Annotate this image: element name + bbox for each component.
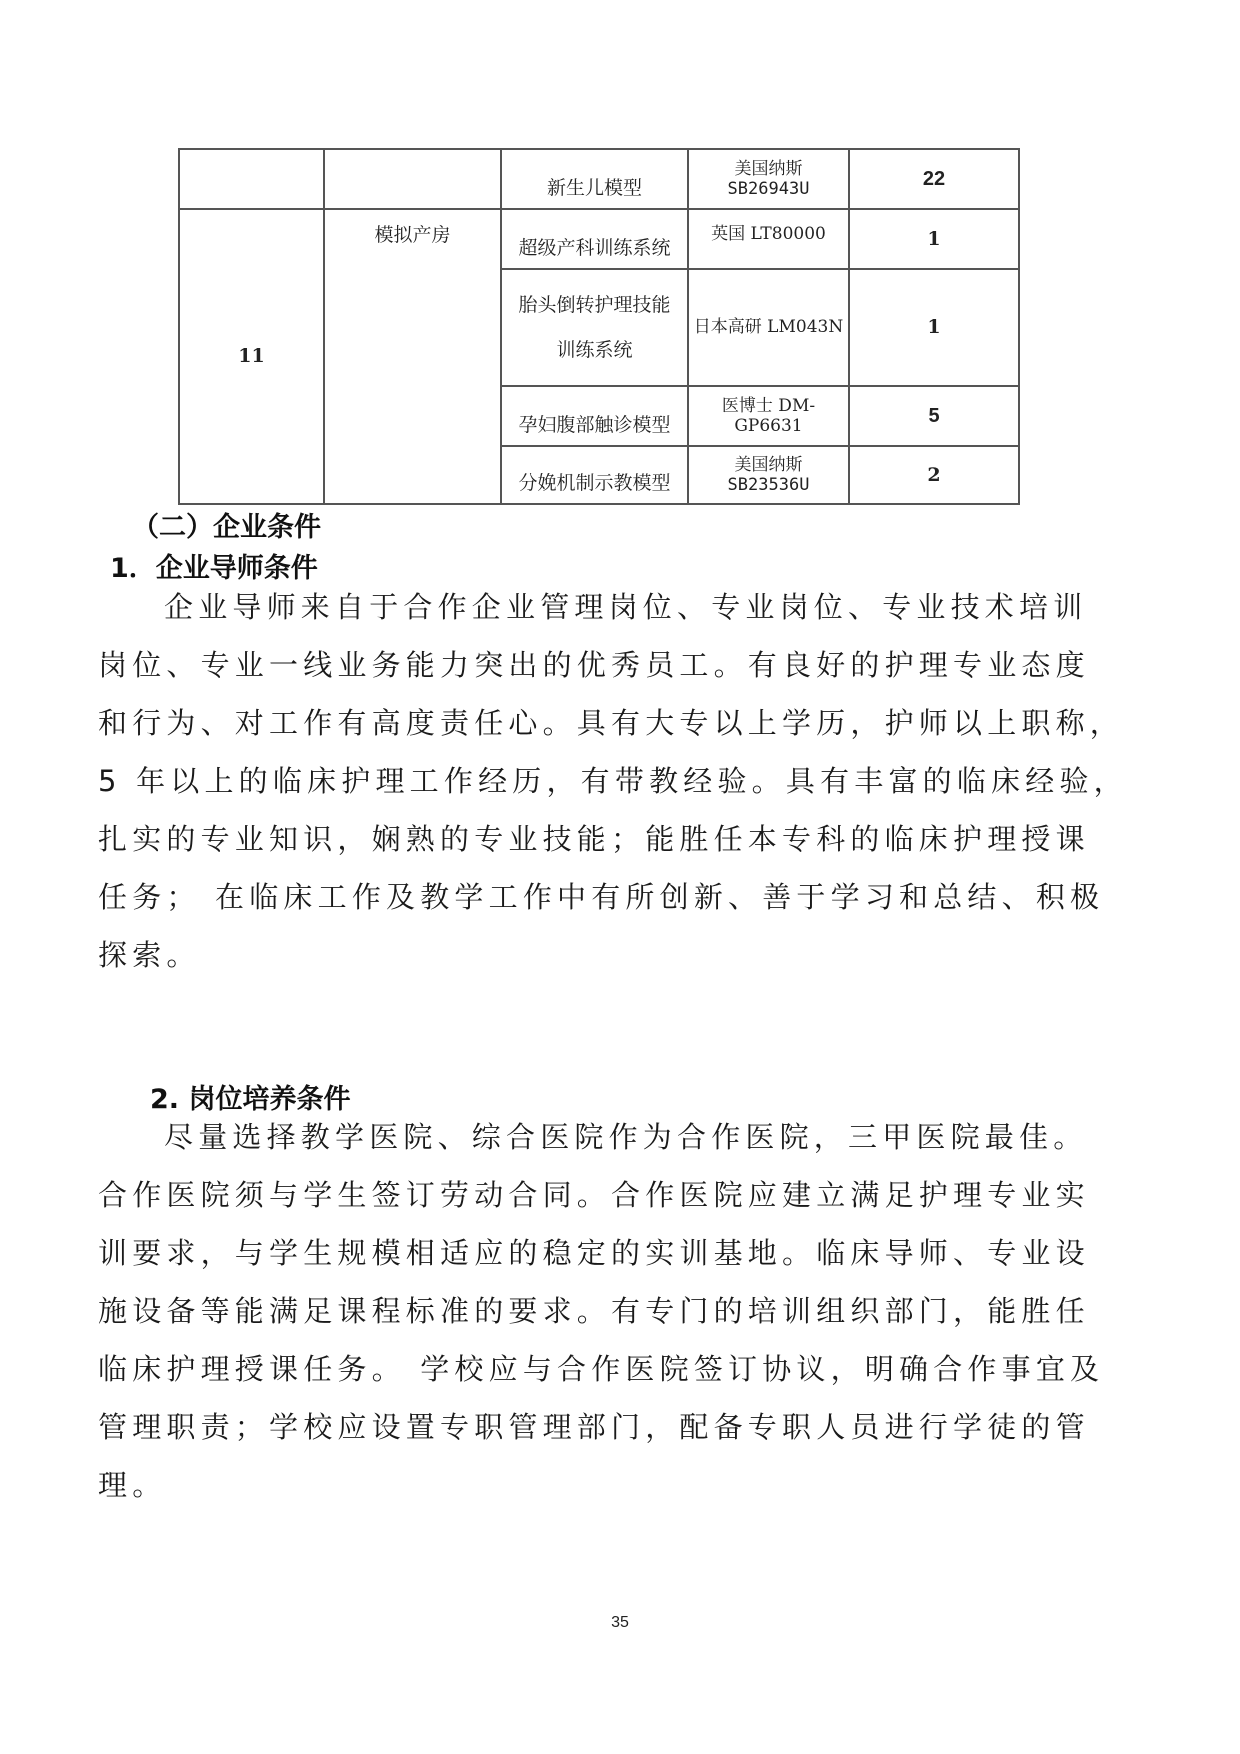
device-name: 超级产科训练系统 [518,237,671,260]
equipment-table [178,148,1020,505]
mentor-paragraph [98,578,1128,984]
brand-line: 日本高研 LM043N [693,317,844,338]
cell-no [179,149,324,209]
cell-qty: 1 [849,269,1019,386]
paragraph-line: 和行为、对工作有高度责任心。具有大专以上学历，护师以上职称， [98,706,1125,740]
subsection-heading-mentor: 1．企业导师条件 [110,553,318,584]
cell-device [501,209,688,269]
subsection-heading-training: 2. 岗位培养条件 [150,1084,351,1115]
cell-brand [688,209,849,269]
cell-brand [688,446,849,504]
device-name: 孕妇腹部触诊模型 [518,414,671,437]
device-name: 新生儿模型 [546,177,642,200]
brand-line: 美国纳斯 [734,158,803,179]
cell-qty: 2 [849,446,1019,504]
brand-line: 英国 LT80000 [711,224,826,244]
paragraph-line: 企业导师来自于合作企业管理岗位、专业岗位、专业技术培训 [164,590,1088,624]
brand-line: 美国纳斯 [734,454,803,475]
section-heading: （二）企业条件 [132,512,321,543]
paragraph-line: 尽量选择教学医院、综合医院作为合作医院，三甲医院最佳。 [164,1120,1088,1154]
cell-room [324,149,501,209]
cell-qty: 22 [849,149,1019,209]
cell-device [501,149,688,209]
paragraph-line: 合作医院须与学生签订劳动合同。合作医院应建立满足护理专业实 [98,1178,1090,1212]
cell-room: 模拟产房 [324,209,501,504]
cell-brand [688,269,849,386]
cell-no: 11 [179,209,324,504]
cell-brand [688,386,849,446]
paragraph-line: 训要求，与学生规模相适应的稳定的实训基地。临床导师、专业设 [98,1236,1090,1270]
cell-qty: 5 [849,386,1019,446]
brand-line: 医博士 DM-GP6631 [721,395,816,436]
paragraph-line: 5 年以上的临床护理工作经历，有带教经验。具有丰富的临床经验， [98,764,1128,798]
table-row [179,209,1019,269]
paragraph-line: 探索。 [98,938,201,972]
paragraph-line: 施设备等能满足课程标准的要求。有专门的培训组织部门，能胜任 [98,1294,1090,1328]
paragraph-line: 理。 [98,1468,167,1502]
model-code: SB26943U [727,179,810,199]
paragraph-line: 任务； 在临床工作及教学工作中有所创新、善于学习和总结、积极 [98,880,1105,914]
device-name-cont: 训练系统 [556,338,633,361]
device-name: 分娩机制示教模型 [518,472,671,495]
paragraph-line: 管理职责；学校应设置专职管理部门，配备专职人员进行学徒的管 [98,1410,1090,1444]
cell-device [501,386,688,446]
cell-device [501,446,688,504]
cell-device [501,269,688,386]
paragraph-line: 临床护理授课任务。 学校应与合作医院签订协议，明确合作事宜及 [98,1352,1105,1386]
cell-qty: 1 [849,209,1019,269]
page-number: 35 [611,1614,629,1631]
device-name: 胎头倒转护理技能 [518,293,671,316]
paragraph-line: 岗位、专业一线业务能力突出的优秀员工。有良好的护理专业态度 [98,648,1090,682]
training-paragraph [98,1108,1105,1514]
paragraph-line: 扎实的专业知识，娴熟的专业技能；能胜任本专科的临床护理授课 [98,822,1090,856]
table-row [179,149,1019,209]
model-code: SB23536U [727,475,810,495]
cell-brand [688,149,849,209]
